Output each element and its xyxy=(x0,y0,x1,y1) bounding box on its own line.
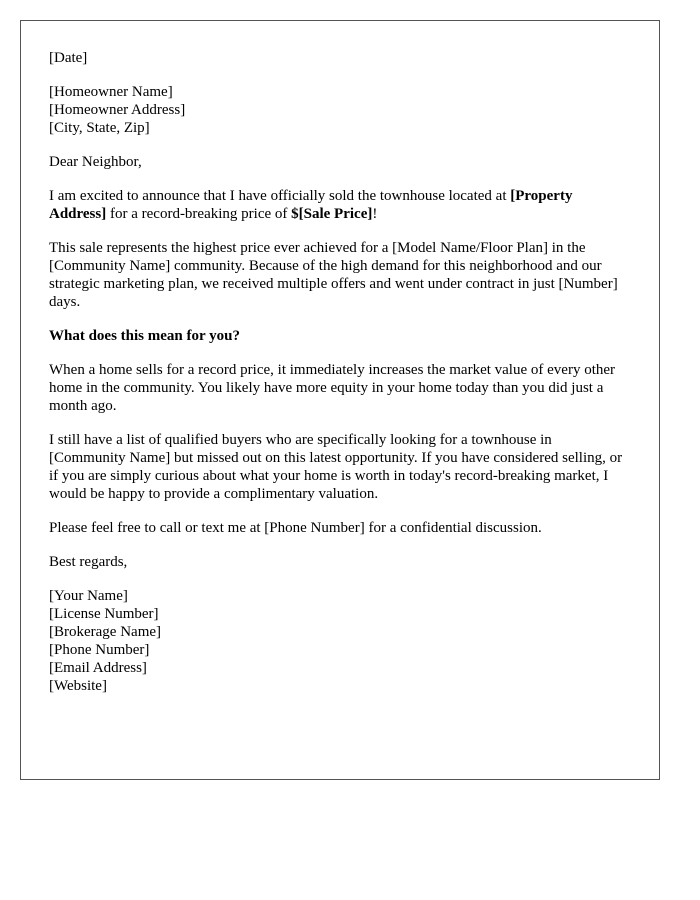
property-address: [Property Address] xyxy=(49,188,573,222)
buyers-paragraph: I still have a list of qualified buyers who are specifically looking for a townhouse in [Community Name] but missed out on this latest opportunity. If you have considered selling, or if you are simply curious about what your home is worth in today's record-breaking market, I would be happy to provide a complimentary valuation. xyxy=(49,432,623,502)
intro-text-1: I am excited to announce that I have officially sold the townhouse located at xyxy=(49,188,511,204)
question-heading-text: What does this mean for you? xyxy=(49,328,240,344)
signature-email: [Email Address] xyxy=(49,660,147,676)
salutation: Dear Neighbor, xyxy=(49,154,142,170)
signature-phone: [Phone Number] xyxy=(49,642,150,658)
signature-license: [License Number] xyxy=(49,606,159,622)
recipient-city-state-zip: [City, State, Zip] xyxy=(49,120,150,136)
intro-text-2: for a record-breaking price of xyxy=(106,206,292,222)
value-paragraph: When a home sells for a record price, it immediately increases the market value of every other home in the community. You likely have more equity in your home today than you did just a month ago. xyxy=(49,362,616,414)
recipient-address: [Homeowner Address] xyxy=(49,102,186,118)
letter-page xyxy=(20,20,660,780)
sale-paragraph: This sale represents the highest price ever achieved for a [Model Name/Floor Plan] in the [Community Name] community. Because of the high demand for this neighborhood and our strategic marketing plan, we received multiple offers and went under contract in just [Number] days. xyxy=(49,240,618,310)
contact-paragraph: Please feel free to call or text me at [Phone Number] for a confidential discussion. xyxy=(49,520,542,536)
question-heading xyxy=(49,327,631,345)
sale-price: $[Sale Price] xyxy=(291,206,373,222)
signature-name: [Your Name] xyxy=(49,588,128,604)
closing: Best regards, xyxy=(49,554,128,570)
signature-website: [Website] xyxy=(49,678,107,694)
signature-block xyxy=(49,587,631,695)
signature-brokerage: [Brokerage Name] xyxy=(49,624,162,640)
letter-date: [Date] xyxy=(49,50,88,66)
intro-text-3: ! xyxy=(372,206,378,222)
intro-paragraph xyxy=(49,187,631,223)
recipient-block xyxy=(49,83,631,137)
recipient-name: [Homeowner Name] xyxy=(49,84,173,100)
